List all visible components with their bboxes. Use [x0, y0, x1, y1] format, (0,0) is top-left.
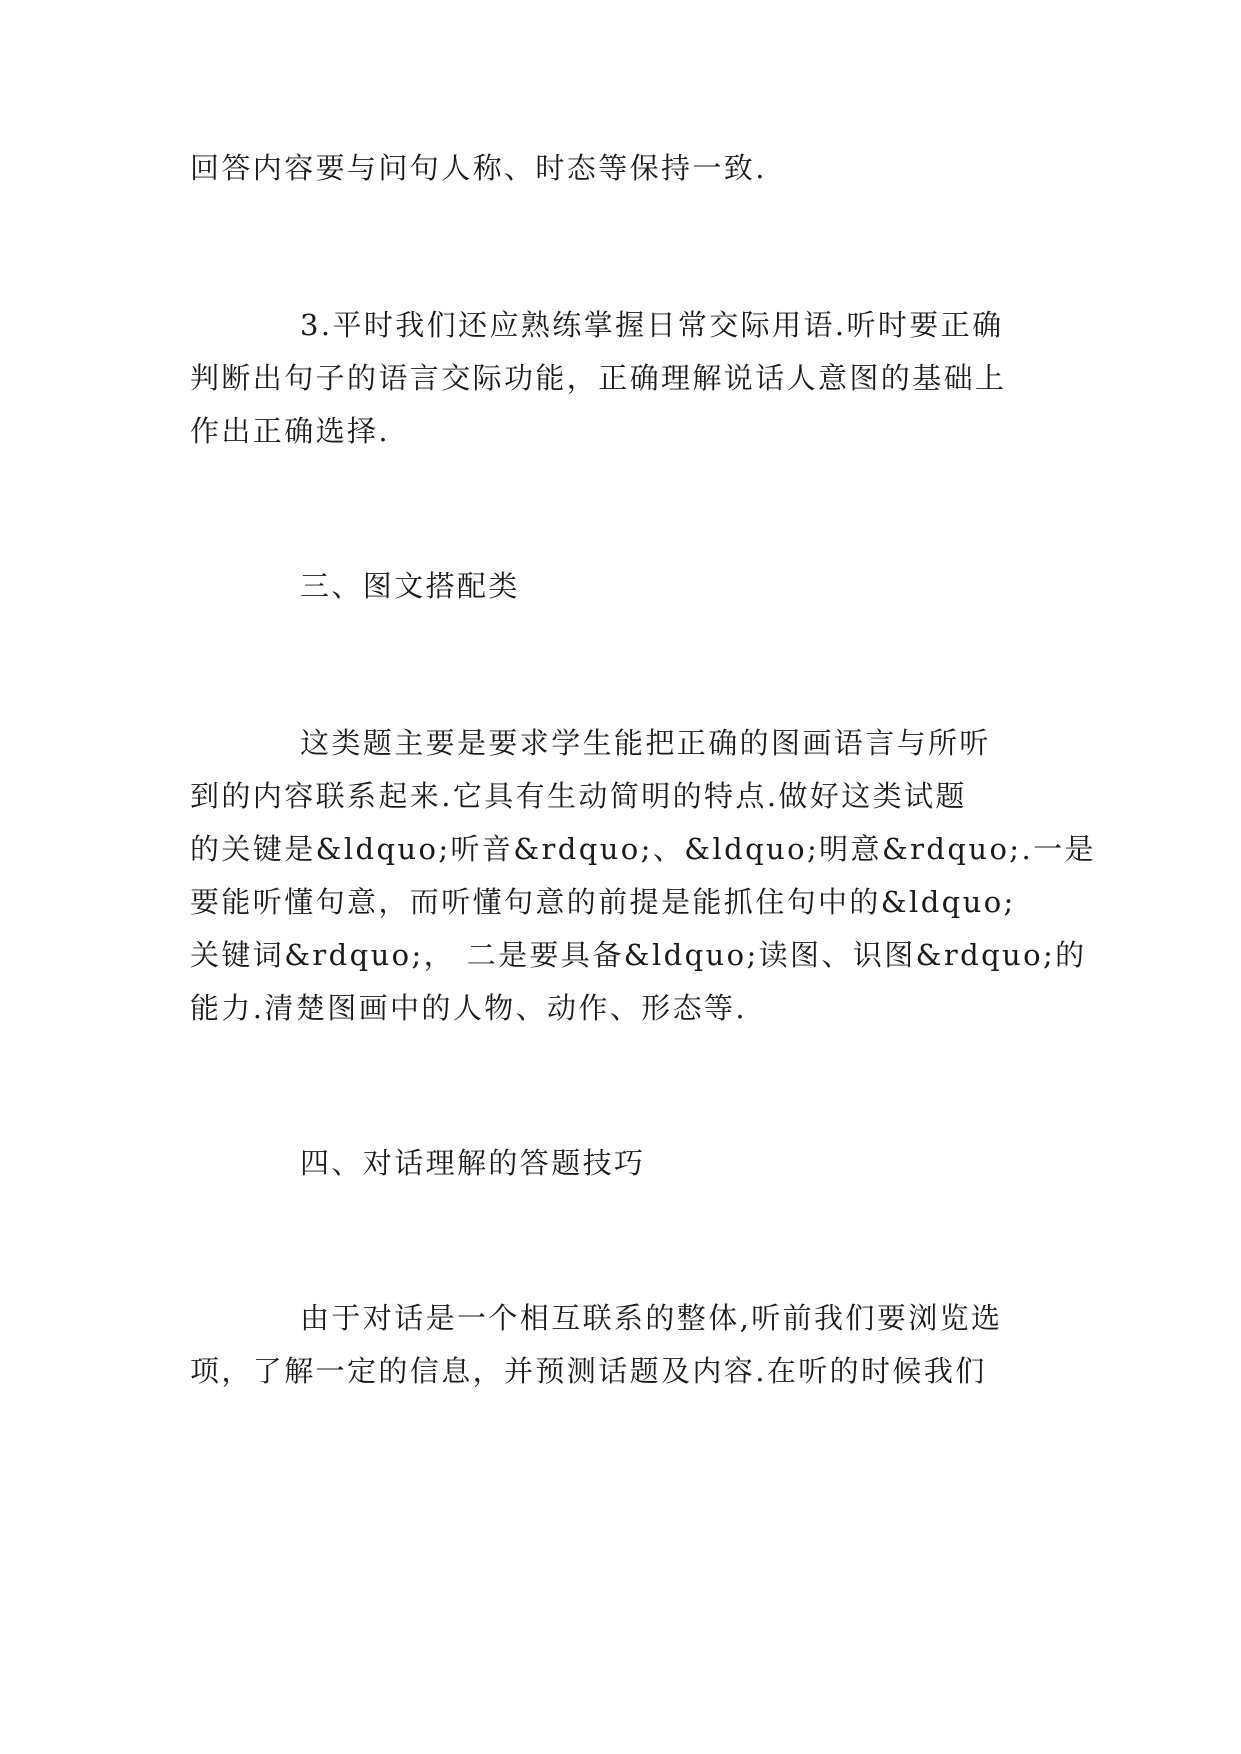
paragraph-line: 的关键是&ldquo;听音&rdquo;、&ldquo;明意&rdquo;.一是 — [190, 832, 1096, 866]
paragraph-line: 项，了解一定的信息，并预测话题及内容.在听的时候我们 — [190, 1354, 987, 1388]
paragraph-line: 判断出句子的语言交际功能，正确理解说话人意图的基础上 — [190, 361, 1007, 395]
paragraph-line: 到的内容联系起来.它具有生动简明的特点.做好这类试题 — [190, 779, 967, 813]
section-heading: 三、图文搭配类 — [300, 569, 520, 603]
paragraph-line: 关键词&rdquo;， 二是要具备&ldquo;读图、识图&rdquo;的 — [190, 938, 1087, 972]
section-heading: 四、对话理解的答题技巧 — [300, 1146, 646, 1180]
paragraph-line: 能力.清楚图画中的人物、动作、形态等. — [190, 991, 748, 1025]
paragraph-line: 回答内容要与问句人称、时态等保持一致. — [190, 151, 767, 185]
paragraph-line: 这类题主要是要求学生能把正确的图画语言与所听 — [300, 726, 991, 760]
paragraph-line: 要能听懂句意，而听懂句意的前提是能抓住句中的&ldquo; — [190, 885, 1016, 919]
paragraph-line: 作出正确选择. — [190, 414, 391, 448]
paragraph-line: 3.平时我们还应熟练掌握日常交际用语.听时要正确 — [300, 308, 1004, 342]
paragraph-line: 由于对话是一个相互联系的整体,听前我们要浏览选 — [300, 1301, 1003, 1335]
